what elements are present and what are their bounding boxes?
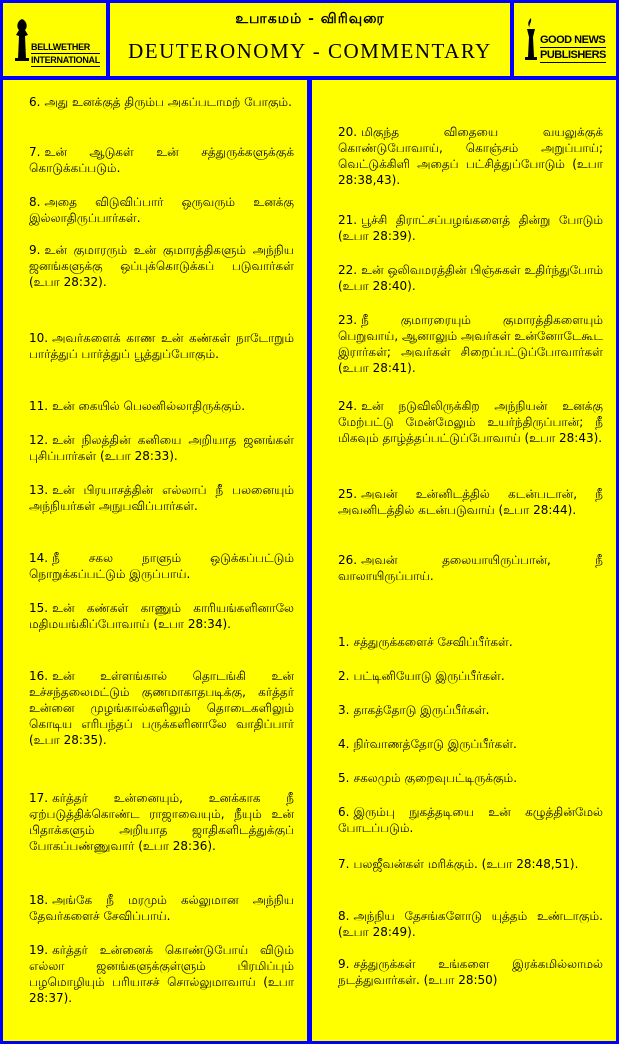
item-text: உன் ஒலிவமரத்தின் பிஞ்சுகள் உதிர்ந்துபோம் (உபா 28:40). [338,263,603,293]
item-text: மிகுந்த விதையை வயலுக்குக் கொண்டுபோவாய், கொஞ்சம் அறுப்பாய்; வெட்டுக்கிளி அதைப் பட்சித்துப்போடும் (உபா 28:38,43). [338,125,603,187]
item-text: இரும்பு நுகத்தடியை உன் கழுத்தின்மேல் போடப்படும். [338,805,603,835]
item-number: 7. [29,145,41,159]
list-item [338,634,603,650]
item-text: பட்டினியோடு இருப்பீர்கள். [353,669,505,683]
list-item [338,956,603,988]
item-number: 18. [29,893,49,907]
list-item [29,144,294,176]
list-item [29,398,294,414]
list-item [29,482,294,514]
item-number: 16. [29,669,49,683]
logo-left-line1: BELLWETHER [31,41,100,54]
list-item [338,212,603,244]
list-item [29,94,294,110]
logo-right-line1: GOOD NEWS [540,34,606,46]
item-text: பூச்சி திராட்சப்பழங்களைத் தின்று போடும் (உபா 28:39). [338,213,603,243]
item-number: 20. [338,125,358,139]
item-number: 6. [29,95,41,109]
item-number: 9. [338,957,350,971]
item-text: நிர்வாணத்தோடு இருப்பீர்கள். [353,737,517,751]
list-item [29,668,294,748]
list-item [338,668,603,684]
item-number: 22. [338,263,358,277]
item-text: அதை விடுவிப்பார் ஒருவரும் உனக்கு இல்லாதிருப்பார்கள். [29,195,294,225]
right-column [312,80,616,1041]
list-item [29,330,294,362]
item-number: 24. [338,399,358,413]
item-number: 25. [338,487,358,501]
list-item [29,790,294,854]
item-text: அவன் உன்னிடத்தில் கடன்படான், நீ அவனிடத்தில் கடன்படுவாய் (உபா 28:44). [338,487,603,517]
item-number: 6. [338,805,350,819]
item-text: உன் ஆடுகள் உன் சத்துருக்களுக்குக் கொடுக்கப்படும். [29,145,294,175]
item-text: அவர்களைக் காண உன் கண்கள் நாடோறும் பார்த்துப் பார்த்துப் பூத்துப்போகும். [29,331,294,361]
item-number: 9. [29,243,41,257]
list-item [338,398,603,446]
list-item [29,600,294,632]
item-text: உன் உள்ளங்கால் தொடங்கி உன் உச்சந்தலைமட்டும் குணமாகாதபடிக்கு, கர்த்தர் உன்னை முழங்கால்களிலும் தொடைகளிலும் கொடிய எரிபந்தப் பருக்களினாலே வாதிப்பார் (உபா 28:35). [29,669,294,747]
item-text: அது உனக்குத் திரும்ப அகப்படாமற் போகும். [44,95,292,109]
item-text: சகலமும் குறைவுபட்டிருக்கும். [353,771,518,785]
item-number: 15. [29,601,49,615]
list-item [338,552,603,584]
item-number: 7. [338,857,350,871]
list-item [29,550,294,582]
item-number: 19. [29,943,49,957]
item-number: 8. [338,909,350,923]
list-item [29,194,294,226]
item-text: உன் கண்கள் காணும் காரியங்களினாலே மதிமயங்கிப்போவாய் (உபா 28:34). [29,601,294,631]
item-text: உன் கையில் பெலனில்லாதிருக்கும். [52,399,246,413]
item-text: உன் நடுவிலிருக்கிற அந்நியன் உனக்கு மேற்பட்டு மேன்மேலும் உயர்ந்திருப்பான்; நீ மிகவும் தாழ்த்தப்பட்டுப்போவாய் (உபா 28:43). [338,399,603,445]
torch-icon [522,17,540,61]
logo-right-line2: PUBLISHERS [540,49,606,61]
list-item [338,804,603,836]
item-number: 26. [338,553,358,567]
list-item [338,312,603,376]
item-number: 8. [29,195,41,209]
logo-left-line2: INTERNATIONAL [31,55,100,65]
item-number: 17. [29,791,49,805]
list-item [29,242,294,290]
logo-good-news [514,3,616,76]
list-item [338,908,603,940]
logo-bellwether [3,3,106,76]
list-item [338,262,603,294]
item-number: 3. [338,703,350,717]
item-number: 12. [29,433,49,447]
item-text: அவன் தலையாயிருப்பான், நீ வாலாயிருப்பாய். [338,553,603,583]
list-item [29,892,294,924]
item-text: அங்கே நீ மரமும் கல்லுமான அந்நிய தேவர்களைச் சேவிப்பாய். [29,893,294,923]
item-number: 4. [338,737,350,751]
item-text: பலஜீவன்கள் மரிக்கும். (உபா 28:48,51). [353,857,579,871]
item-text: சத்துருக்கள் உங்களை இரக்கமில்லாமல் நடத்துவார்கள். (உபா 28:50) [338,957,603,987]
list-item [338,856,603,872]
item-number: 14. [29,551,49,565]
item-text: தாகத்தோடு இருப்பீர்கள். [353,703,490,717]
bellwether-ram-icon [13,17,31,61]
item-number: 5. [338,771,350,785]
header-title [110,3,510,76]
item-number: 13. [29,483,49,497]
list-item [338,486,603,518]
item-text: சத்துருக்களைச் சேவிப்பீர்கள். [353,635,513,649]
left-column [3,80,307,1041]
list-item [338,124,603,188]
item-text: உன் நிலத்தின் கனியை அறியாத ஜனங்கள் புசிப்பார்கள் (உபா 28:33). [29,433,294,463]
list-item [338,770,603,786]
item-number: 23. [338,313,358,327]
title-tamil: உபாகமம் - விரிவுரை [235,11,385,27]
item-text: அந்நிய தேசங்களோடு யுத்தம் உண்டாகும். (உபா 28:49). [338,909,603,939]
item-text: உன் பிரயாசத்தின் எல்லாப் நீ பலனையும் அந்நியர்கள் அநுபவிப்பார்கள். [29,483,294,513]
item-text: நீ குமாரரையும் குமாரத்திகளையும் பெறுவாய், ஆனாலும் அவர்கள் உன்னோடேகூட இரார்கள்; அவர்கள் சிறைப்பட்டுப்போவார்கள் (உபா 28:41). [338,313,603,375]
list-item [338,702,603,718]
list-item [29,942,294,1006]
item-number: 21. [338,213,358,227]
item-number: 10. [29,331,49,345]
list-item [338,736,603,752]
item-number: 11. [29,399,49,413]
item-number: 1. [338,635,350,649]
item-text: உன் குமாரரும் உன் குமாரத்திகளும் அந்நிய ஜனங்களுக்கு ஒப்புக்கொடுக்கப் படுவார்கள் (உபா 28:32). [29,243,294,289]
item-number: 2. [338,669,350,683]
list-item [29,432,294,464]
item-text: கர்த்தர் உன்னையும், உனக்காக நீ ஏற்படுத்திக்கொண்ட ராஜாவையும், நீயும் உன் பிதாக்களும் அறியாத ஜாதிகளிடத்துக்குப் போகப்பண்ணுவார் (உபா 28:36). [29,791,294,853]
title-english: DEUTERONOMY - COMMENTARY [128,39,492,63]
item-text: நீ சகல நாளும் ஒடுக்கப்பட்டும் நொறுக்கப்பட்டும் இருப்பாய். [29,551,294,581]
item-text: கர்த்தர் உன்னைக் கொண்டுபோய் விடும் எல்லா ஜனங்களுக்குள்ளும் பிரமிப்பும் பழமொழியும் பரியாசச் சொல்லுமாவாய் (உபா 28:37). [29,943,294,1005]
